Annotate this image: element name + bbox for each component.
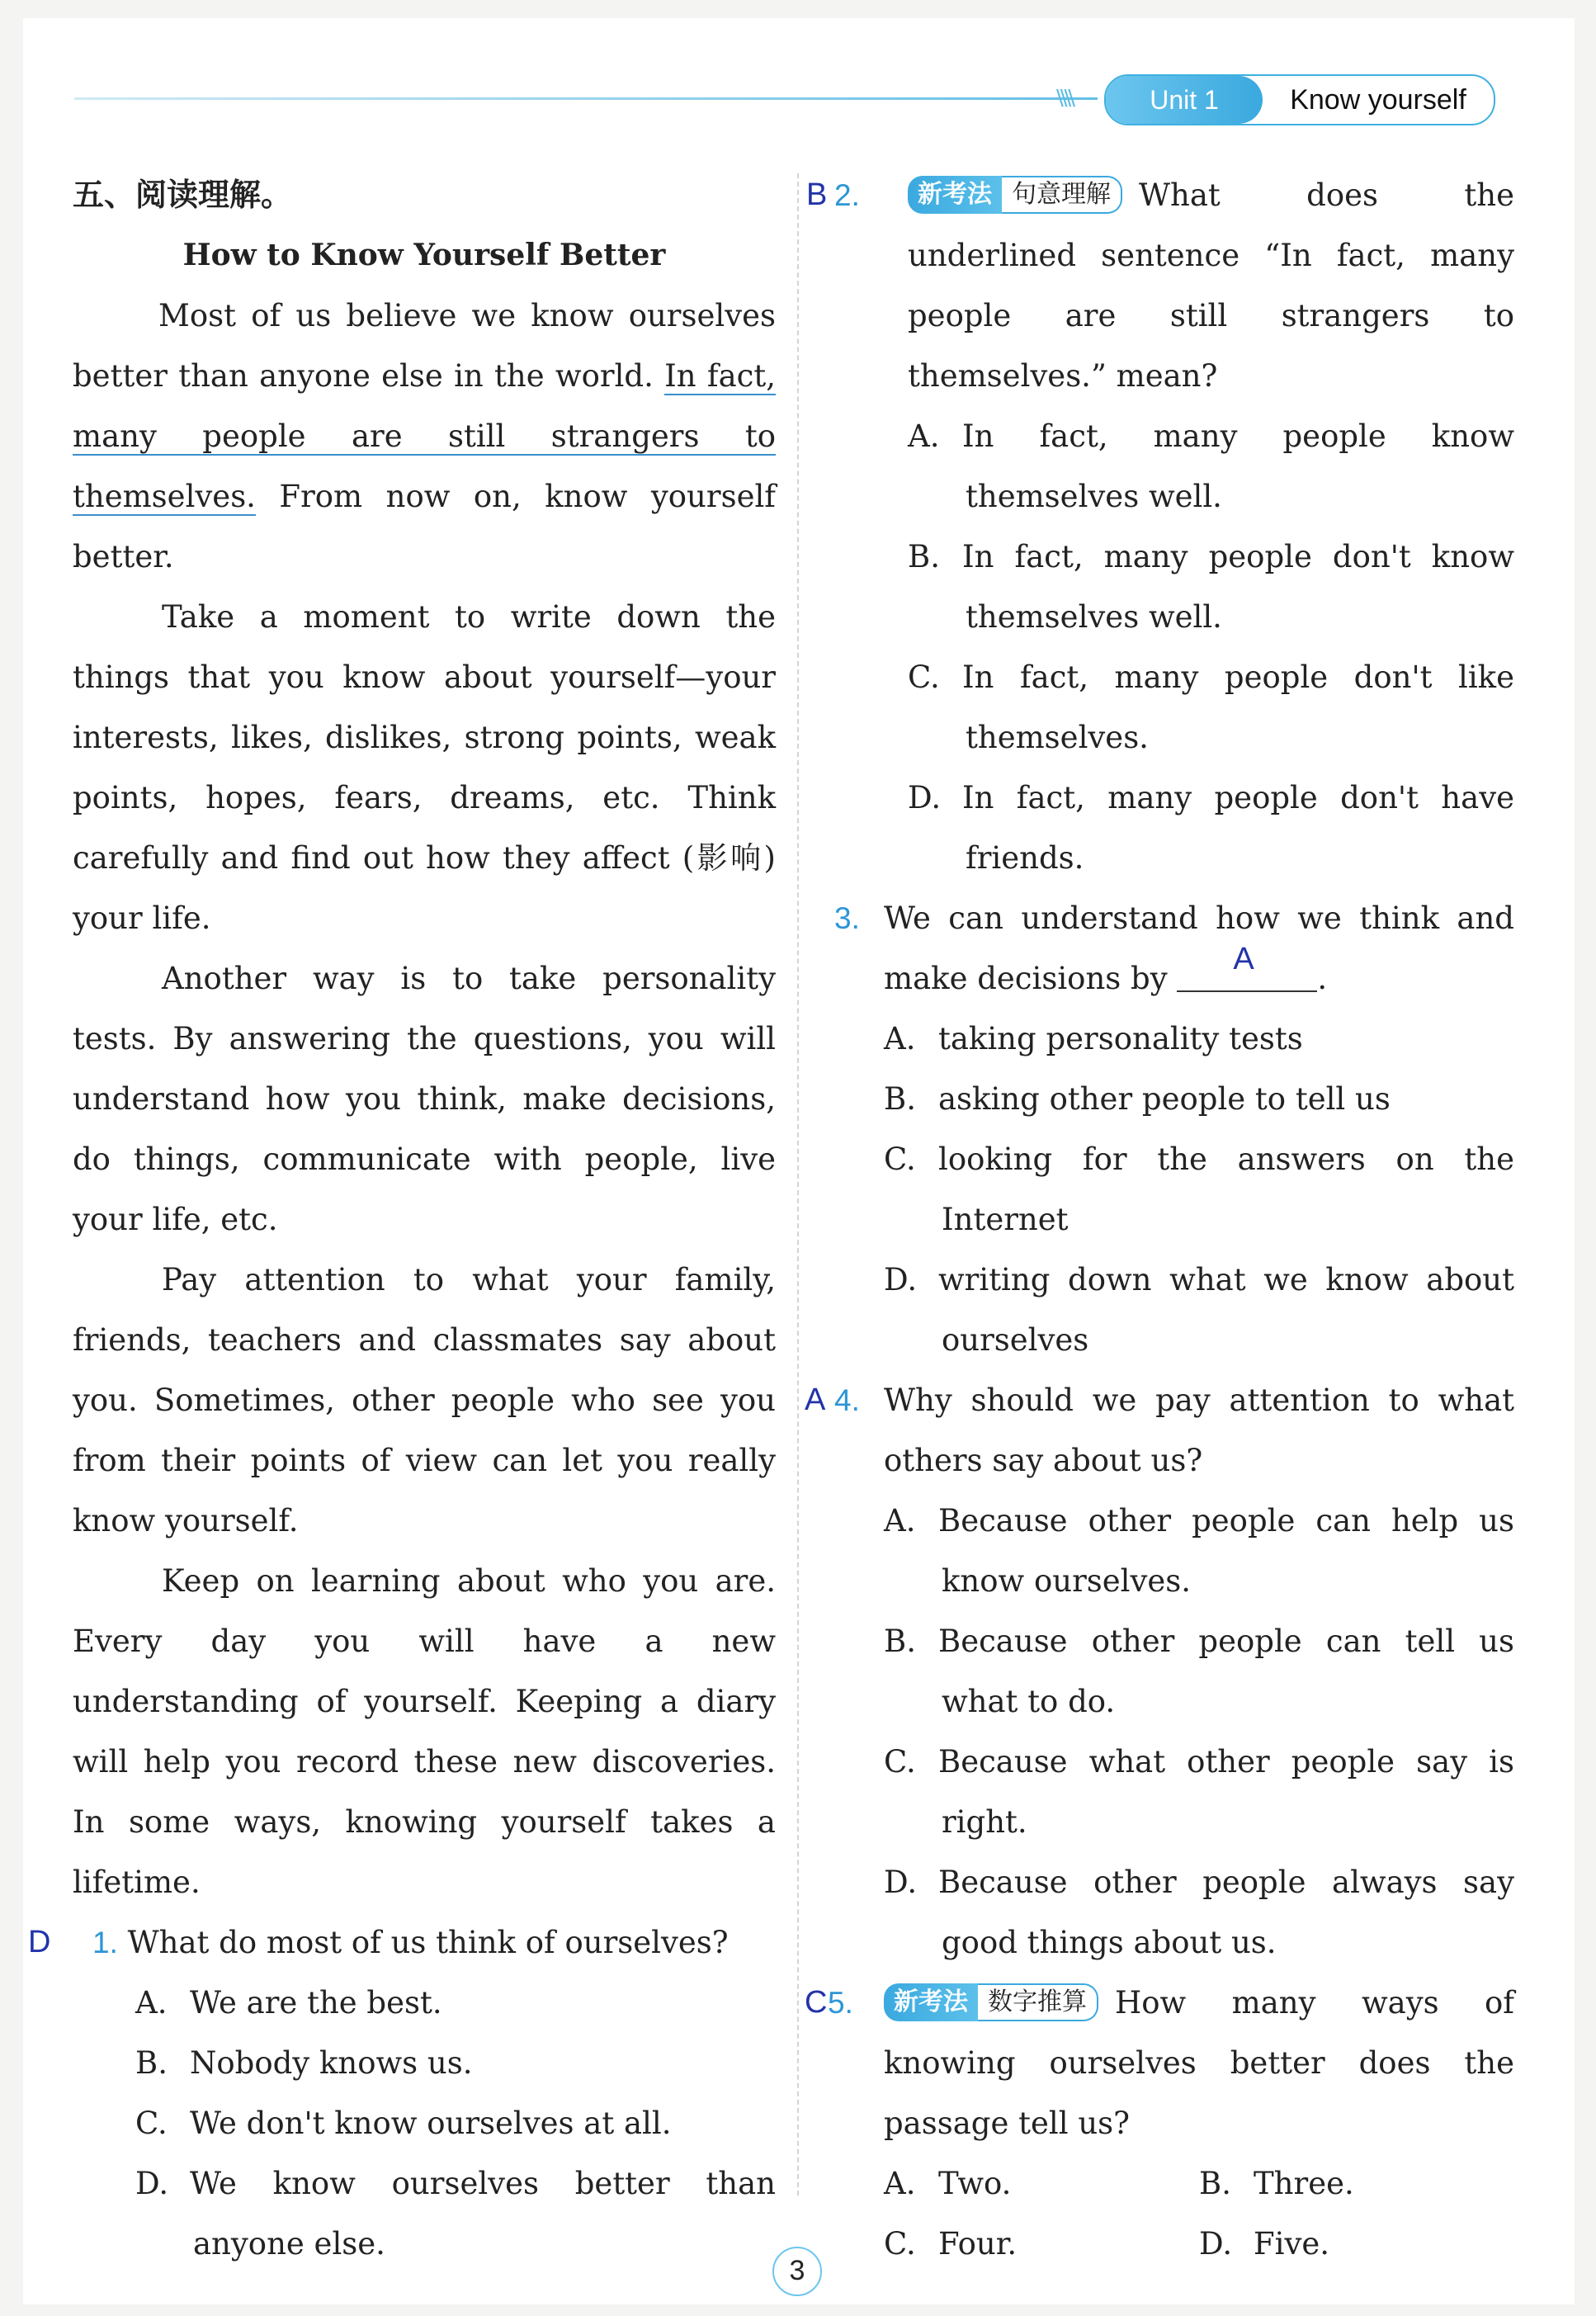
new-method-badge: 新考法 [908, 176, 1002, 214]
section-title: 五、阅读理解。 [73, 177, 293, 213]
option: D. Because other people always say good things about us. [884, 1865, 1514, 1960]
question-4-stem: Why should we pay attention to what others say about us? [884, 1383, 1514, 1478]
question-1-options [92, 1973, 776, 2274]
question-4-answer: A [805, 1383, 826, 1417]
page-number: 3 [772, 2247, 822, 2296]
question-3-answer: A [1233, 942, 1254, 976]
question-type-badge: 句意理解 [1002, 176, 1122, 214]
question-5-options-row-1 [884, 2153, 1514, 2214]
option: D. In fact, many people don't have friends. [908, 780, 1514, 876]
question-4-options [884, 1491, 1514, 1973]
question-5 [805, 1973, 1514, 2274]
option: B. Nobody knows us. [135, 2045, 473, 2081]
option: C. Four. [884, 2226, 1018, 2262]
option: D. writing down what we know about ourselves [884, 1262, 1514, 1358]
option: A. Because other people can help us know ourselves. [884, 1503, 1514, 1599]
question-2-answer: B [806, 177, 828, 212]
question-1-answer: D [28, 1925, 51, 1959]
question-1 [28, 1912, 776, 2274]
option: C. In fact, many people don't like themselves. [908, 659, 1514, 755]
question-3-options [884, 1009, 1514, 1370]
option: B. In fact, many people don't know themselves well. [908, 539, 1514, 635]
new-method-badge: 新考法 [884, 1983, 978, 2021]
option: B. Three. [1199, 2166, 1354, 2201]
column-divider [797, 173, 799, 2195]
question-3: 3. We can understand how we think and make decisions by A . A. taking personality tests B. asking other people to tell us C. looking for the answers on the Internet D. writing down what we know about ourselves [805, 888, 1514, 1370]
passage-paragraph-3: Another way is to take personality tests. By answering the questions, you will understand how you think, make decisions, do things, communicate with people, live your life, etc. [73, 961, 776, 1237]
option: B. Because other people can tell us what to do. [884, 1624, 1514, 1719]
unit-label: Unit 1 [1106, 76, 1263, 124]
passage-paragraph-4: Pay attention to what your family, friends, teachers and classmates say about you. Sometimes, other people who see you from their points of view can let you really know yourself. [73, 1262, 776, 1538]
question-4 [805, 1370, 1514, 1973]
left-column [28, 165, 777, 2274]
option: C. Because what other people say is right. [884, 1744, 1514, 1840]
question-2-options [908, 406, 1514, 888]
option: A. Two. [884, 2166, 1012, 2201]
option: D. Five. [1199, 2226, 1330, 2262]
unit-title: Know yourself [1290, 83, 1466, 116]
answer-blank [1177, 942, 1317, 992]
passage-title: How to Know Yourself Better [182, 238, 666, 272]
question-3-stem: We can understand how we think and make decisions by [884, 900, 1514, 996]
unit-header [1104, 74, 1495, 125]
question-1-number: 1. [92, 1926, 118, 1959]
question-type-badge: 数字推算 [978, 1983, 1098, 2021]
passage-paragraph-1: Most of us believe we know ourselves better than anyone else in the world. In fact, many people are still strangers to themselves. From now on, know yourself better. [73, 298, 777, 574]
option: C. looking for the answers on the Internet [884, 1141, 1514, 1237]
question-2 [805, 165, 1514, 888]
option: A. We are the best. [135, 1985, 442, 2021]
header-decoration: \\\\ [1056, 86, 1073, 111]
header-rule [74, 97, 1098, 100]
option: D. We know ourselves better than anyone else. [135, 2166, 776, 2262]
passage-paragraph-5: Keep on learning about who you are. Every day you will have a new understanding of yourself. Keeping a diary will help you record these new discoveries. In some ways, knowing yourself takes a lifetime. [73, 1563, 776, 1900]
question-5-answer: C [805, 1985, 828, 2020]
question-5-number: 5. [828, 1986, 853, 2020]
question-2-number: 2. [834, 178, 860, 212]
question-1-stem: What do most of us think of ourselves? [127, 1925, 729, 1960]
question-4-number: 4. [834, 1383, 860, 1417]
option: C. We don't know ourselves at all. [135, 2106, 672, 2141]
right-column [805, 165, 1514, 2274]
question-3-number: 3. [834, 901, 860, 935]
passage-paragraph-2: Take a moment to write down the things that you know about yourself—your interests, likes, dislikes, strong points, weak points, hopes, fears, dreams, etc. Think carefully and find out how they affect (影响) your life. [73, 599, 776, 936]
question-5-options-row-2 [884, 2214, 1514, 2274]
question-5-stem: How many ways of knowing ourselves better does the passage tell us? [884, 1985, 1514, 2141]
option: B. asking other people to tell us [884, 1081, 1391, 1117]
underlined-sentence: In fact, many people are still strangers to themselves. [73, 358, 777, 514]
question-2-stem: What does the underlined sentence “In fact, many people are still strangers to themselves.” mean? [908, 177, 1514, 394]
option: A. In fact, many people know themselves well. [908, 418, 1514, 514]
option: A. taking personality tests [884, 1021, 1303, 1056]
